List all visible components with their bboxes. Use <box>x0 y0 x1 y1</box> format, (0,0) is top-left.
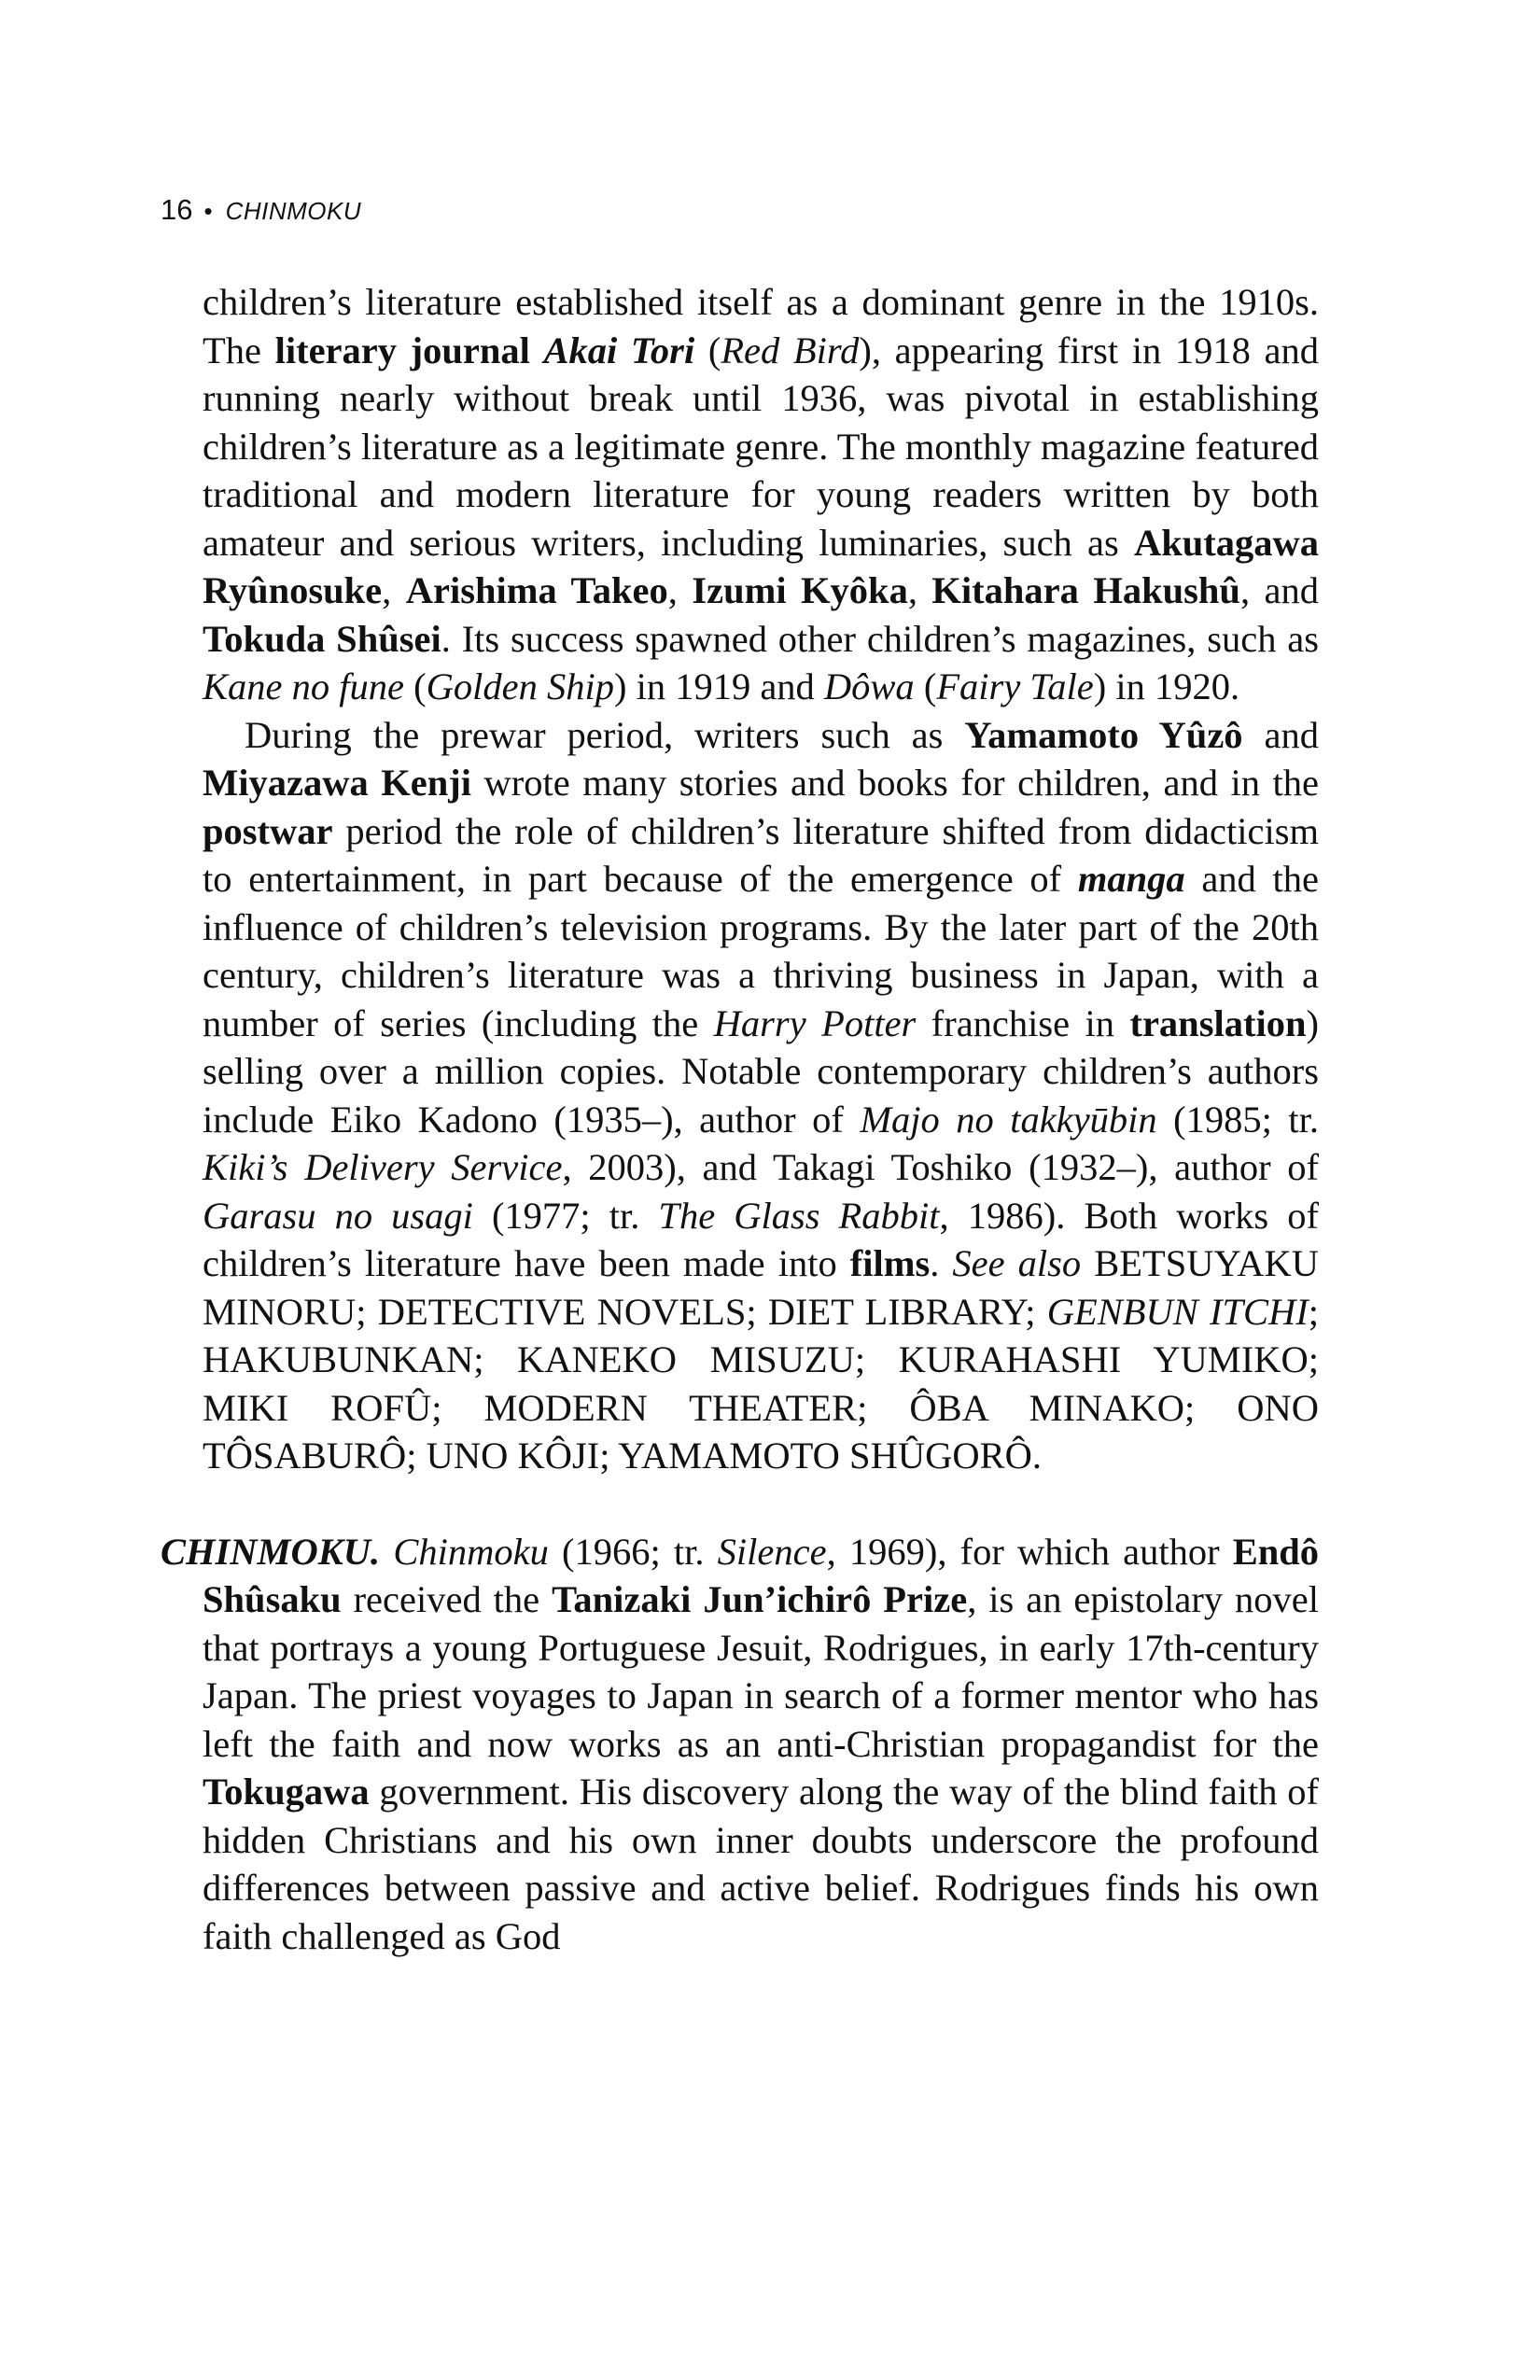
cross-reference: translation <box>1129 1001 1307 1044</box>
work-title: Harry Potter <box>713 1001 917 1044</box>
work-title: Kane no fune <box>203 665 404 707</box>
work-title: Dôwa <box>823 665 915 707</box>
cross-reference: literary journal <box>274 329 530 371</box>
cross-reference: Tokuda Shûsei <box>203 617 441 660</box>
paragraph: During the prewar period, writers such as Yamamoto Yûzô and Miyazawa Kenji wrote many stories and books for children, and in the postwar period the role of children’s literature shifted from didacticism to entertainment, in part because of the emergence of manga and the influence of children’s television programs. By the later part of the 20th century, children’s literature was a thriving business in Japan, with a number of series (including the Harry Potter franchise in translation) selling over a million copies. Notable contemporary children’s authors include Eiko Kadono (1935–), author of Majo no takkyūbin (1985; tr. Kiki’s Delivery Service, 2003), and Takagi Toshiko (1932–), author of Garasu no usagi (1977; tr. The Glass Rabbit, 1986). Both works of children’s literature have been made into films. See also BETSUYAKU MINORU; DETECTIVE NOVELS; DIET LIBRARY; GENBUN ITCHI; HAKUBUNKAN; KANEKO MISUZU; KURAHASHI YUMIKO; MIKI ROFÛ; MODERN THEATER; ÔBA MINAKO; ONO TÔSABURÔ; UNO KÔJI; YAMAMOTO SHÛGORÔ. <box>203 713 1319 1477</box>
cross-reference: Kitahara Hakushû <box>931 569 1240 611</box>
entry-headword: CHINMOKU. <box>161 1530 381 1573</box>
cross-reference: films <box>849 1242 931 1284</box>
work-title: The Glass Rabbit <box>658 1194 940 1237</box>
work-title: Majo no takkyūbin <box>860 1098 1157 1141</box>
cross-reference: Akai Tori <box>543 329 695 371</box>
work-title: Chinmoku <box>393 1530 549 1573</box>
work-title: Garasu no usagi <box>203 1194 473 1237</box>
header-bullet: • <box>203 197 213 225</box>
paragraph-continued: children’s literature established itself as a dominant genre in the 1910s. The literary journal Akai Tori (Red Bird), appearing first in 1918 and running nearly without break until 1936, was pivotal in establishing children’s literature as a legitimate genre. The monthly magazine featured traditional and modern literature for young readers written by both amateur and serious writers, including luminaries, such as Akutagawa Ryûnosuke, Arishima Takeo, Izumi Kyôka, Kitahara Hakushû, and Tokuda Shûsei. Its success spawned other children’s magazines, such as Kane no fune (Golden Ship) in 1919 and Dôwa (Fairy Tale) in 1920. <box>203 281 1320 707</box>
cross-reference: Yamamoto Yûzô <box>964 713 1243 756</box>
cross-reference: Tokugawa <box>203 1771 370 1813</box>
cross-reference: Akutagawa Ryûnosuke <box>203 521 1319 611</box>
cross-reference: postwar <box>203 809 333 852</box>
cross-reference: Izumi Kyôka <box>692 569 908 611</box>
cross-reference: Miyazawa Kenji <box>203 762 471 804</box>
cross-reference: Tanizaki Jun’ichirô Prize <box>552 1578 968 1620</box>
cross-reference: Arishima Takeo <box>405 569 668 611</box>
cross-reference: GENBUN ITCHI <box>1046 1290 1309 1333</box>
cross-reference: Endô Shûsaku <box>203 1530 1320 1620</box>
page-body <box>161 278 1320 1960</box>
work-title: Kiki’s Delivery Service <box>203 1146 563 1188</box>
title-translation: Silence <box>717 1530 827 1573</box>
title-translation: Red Bird <box>721 329 860 371</box>
see-also-label: See also <box>952 1242 1082 1284</box>
cross-reference: manga <box>1077 858 1185 900</box>
title-translation: Fairy Tale <box>936 665 1094 707</box>
running-header <box>161 191 361 230</box>
title-translation: Golden Ship <box>426 665 614 707</box>
dictionary-entry: CHINMOKU. Chinmoku (1966; tr. Silence, 1969), for which author Endô Shûsaku received the Tanizaki Jun’ichirô Prize, is an epistolary novel that portrays a young Portuguese Jesuit, Rodrigues, in early 17th-century Japan. The priest voyages to Japan in search of a former mentor who has left the faith and now works as an anti-Christian propagandist for the Tokugawa government. His discovery along the way of the blind faith of hidden Christians and his own inner doubts underscore the profound differences between passive and active belief. Rodrigues finds his own faith challenged as God <box>161 1530 1320 1957</box>
running-title: CHINMOKU <box>225 197 362 225</box>
page-number: 16 <box>161 193 193 226</box>
